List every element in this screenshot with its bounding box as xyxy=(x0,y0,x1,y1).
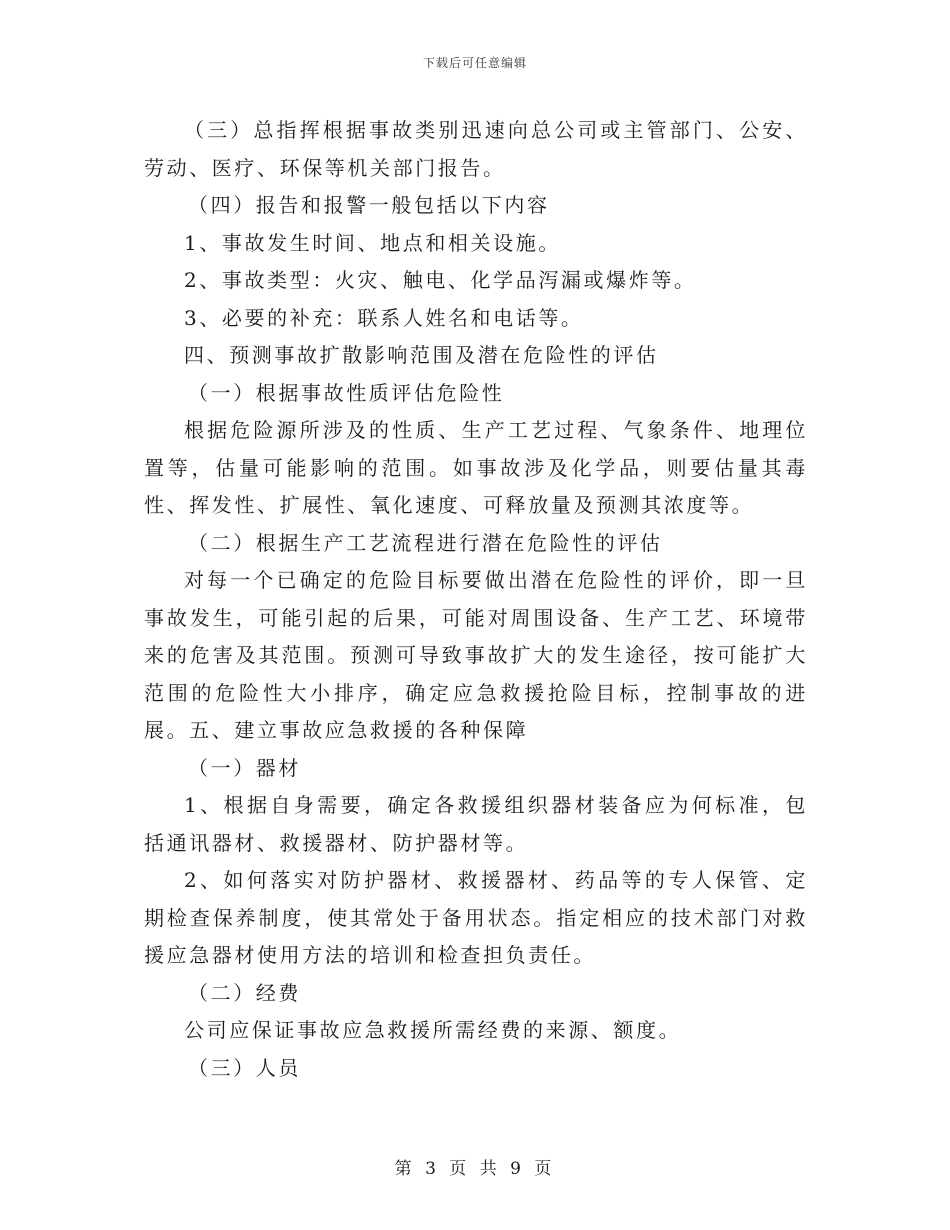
paragraph-assess-by-nature: 根据危险源所涉及的性质、生产工艺过程、气象条件、地理位置等，估量可能影响的范围。如事故涉及化学品，则要估量其毒性、挥发性、扩展性、氧化速度、可释放量及预测其浓度等。 xyxy=(144,418,808,517)
heading-personnel: （三）人员 xyxy=(188,1055,301,1080)
page-header: 下载后可任意编辑 xyxy=(422,56,527,70)
section-heading-risk-assessment: 四、预测事故扩散影响范围及潜在危险性的评估 xyxy=(184,343,659,367)
paragraph-assess-by-process: 对每一个已确定的危险目标要做出潜在危险性的评价，即一旦事故发生，可能引起的后果，可能对周围设备、生产工艺、环境带来的危害及其范围。预测可导致事故扩大的发生途径，按可能扩大范围的危险性大小排序，确定应急救援抢险目标，控制事故的进展。五、建立事故应急救援的各种保障 xyxy=(144,568,808,742)
heading-assess-by-nature: （一）根据事故性质评估危险性 xyxy=(188,380,505,405)
list-item-equipment-custody: 2、如何落实对防护器材、救援器材、药品等的专人保管、定期检查保养制度，使其常处于备用状态。指定相应的技术部门对救援应急器材使用方法的培训和检查担负责任。 xyxy=(144,868,808,967)
list-item-supplement: 3、必要的补充：联系人姓名和电话等。 xyxy=(184,305,584,330)
document-body xyxy=(144,112,808,1087)
list-item-equipment-standard: 1、根据自身需要，确定各救援组织器材装备应为何标准，包括通讯器材、救援器材、防护器材等。 xyxy=(144,793,808,855)
heading-report-contents: （四）报告和报警一般包括以下内容 xyxy=(188,193,550,217)
heading-equipment: （一）器材 xyxy=(188,755,301,780)
list-item-time-place: 1、事故发生时间、地点和相关设施。 xyxy=(184,230,561,255)
paragraph-report-to-authorities: （三）总指挥根据事故类别迅速向总公司或主管部门、公安、劳动、医疗、环保等机关部门报告。 xyxy=(144,118,808,180)
page-number: 第 3 页 共 9 页 xyxy=(394,1159,556,1179)
heading-funding: （二）经费 xyxy=(188,980,301,1005)
list-item-accident-type: 2、事故类型：火灾、触电、化学品泻漏或爆炸等。 xyxy=(184,268,697,292)
heading-assess-by-process: （二）根据生产工艺流程进行潜在危险性的评估 xyxy=(188,530,663,555)
paragraph-funding: 公司应保证事故应急救援所需经费的来源、额度。 xyxy=(184,1018,682,1042)
